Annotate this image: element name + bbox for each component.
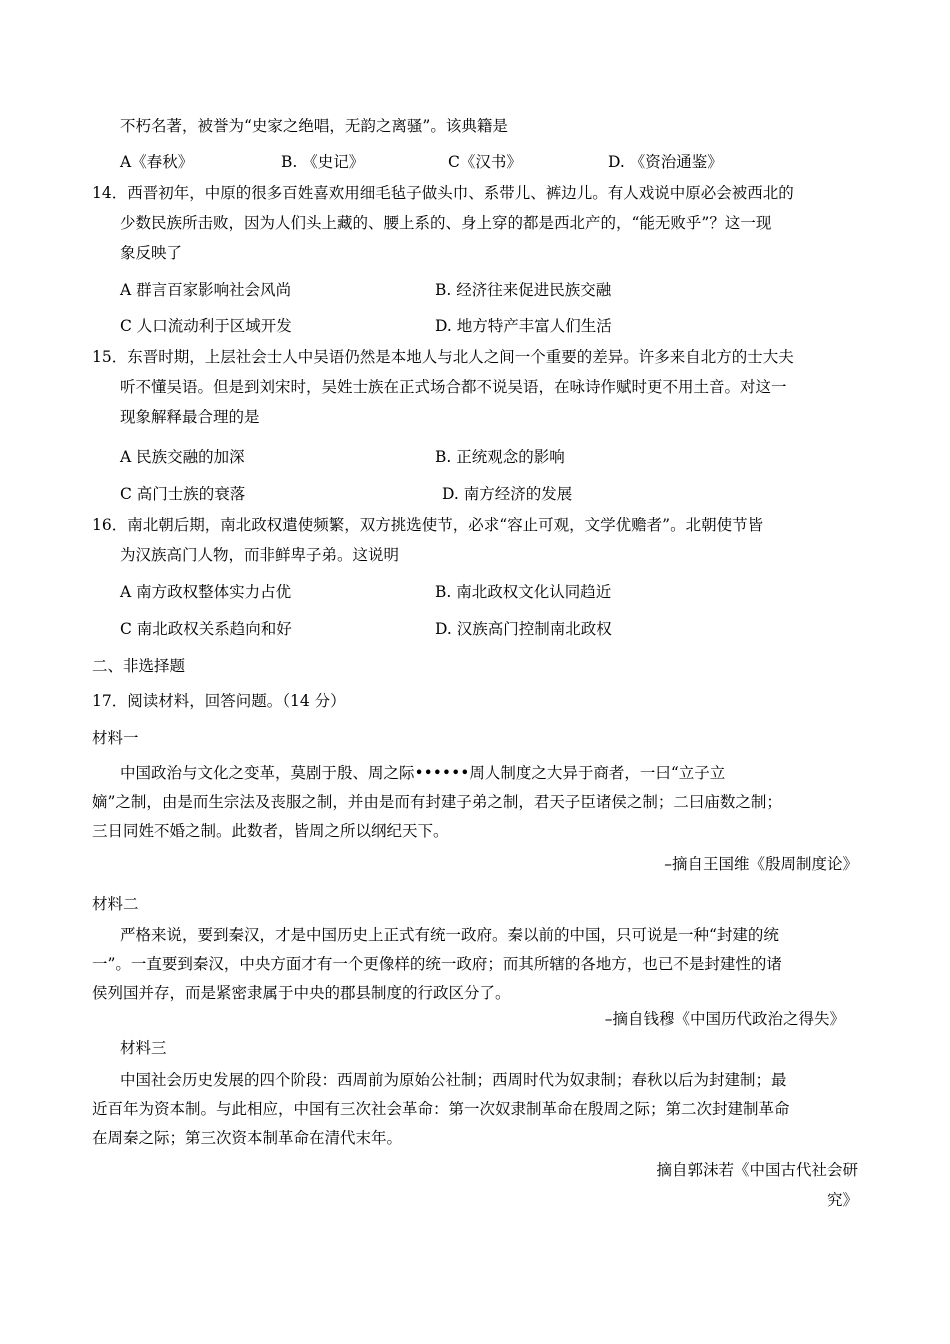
- material-1-source: –摘自王国维《殷周制度论》: [664, 855, 858, 873]
- material-3-source-line-2: 究》: [826, 1191, 858, 1209]
- q15-stem-line-1: 15．东晋时期，上层社会士人中吴语仍然是本地人与北人之间一个重要的差异。许多来自北方的士大夫: [92, 348, 794, 366]
- material-2-label: 材料二: [92, 895, 139, 913]
- q15-stem-line-3: 现象解释最合理的是: [120, 408, 260, 426]
- q13-stem-cont: 不朽名著，被誉为“史家之绝唱，无韵之离骚”。该典籍是: [120, 117, 508, 135]
- material-3-line-1: 中国社会历史发展的四个阶段：西周前为原始公社制；西周时代为奴隶制；春秋以后为封建制；最: [120, 1071, 787, 1089]
- q13-option-c[interactable]: C《汉书》: [448, 153, 522, 171]
- material-3-label: 材料三: [120, 1039, 167, 1057]
- q15-option-d[interactable]: D. 南方经济的发展: [442, 485, 573, 503]
- material-3-source-line-1: 摘自郭沫若《中国古代社会研: [656, 1161, 858, 1179]
- q13-option-b[interactable]: B. 《史记》: [281, 153, 365, 171]
- q15-stem-line-2: 听不懂吴语。但是到刘宋时，吴姓士族在正式场合都不说吴语，在咏诗作赋时更不用土音。对这一: [120, 378, 787, 396]
- q14-option-d[interactable]: D. 地方特产丰富人们生活: [435, 317, 612, 335]
- q14-stem-line-1: 14．西晋初年，中原的很多百姓喜欢用细毛毡子做头巾、系带儿、裤边儿。有人戏说中原必会被西北的: [92, 184, 794, 202]
- q14-stem-line-3: 象反映了: [120, 244, 183, 262]
- material-2-line-2: 一”。一直要到秦汉，中央方面才有一个更像样的统一政府；而其所辖的各地方，也已不是封建性的诸: [92, 955, 782, 973]
- q16-stem-line-1: 16．南北朝后期，南北政权遣使频繁，双方挑选使节，必求“容止可观，文学优赡者”。北朝使节皆: [92, 516, 764, 534]
- q16-stem-line-2: 为汉族高门人物，而非鲜卑子弟。这说明: [120, 546, 400, 564]
- material-2-line-1: 严格来说，要到秦汉，才是中国历史上正式有统一政府。秦以前的中国，只可说是一种“封建的统: [120, 926, 779, 944]
- material-1-line-1: 中国政治与文化之变革，莫剧于殷、周之际••••••周人制度之大异于商者，一曰“立子立: [120, 764, 726, 782]
- q14-stem-line-2: 少数民族所击败，因为人们头上藏的、腰上系的、身上穿的都是西北产的，“能无败乎”？这一现: [120, 214, 772, 232]
- q14-option-a[interactable]: A 群言百家影响社会风尚: [120, 281, 292, 299]
- q15-option-b[interactable]: B. 正统观念的影响: [435, 448, 565, 466]
- q16-option-d[interactable]: D. 汉族高门控制南北政权: [435, 620, 612, 638]
- q14-option-b[interactable]: B. 经济往来促进民族交融: [435, 281, 612, 299]
- material-1-line-2: 嫡”之制，由是而生宗法及丧服之制，并由是而有封建子弟之制，君天子臣诸侯之制；二曰庙数之制；: [92, 793, 782, 811]
- q13-option-a[interactable]: A《春秋》: [120, 153, 194, 171]
- q13-option-d[interactable]: D. 《资治通鉴》: [608, 153, 723, 171]
- material-3-line-2: 近百年为资本制。与此相应，中国有三次社会革命：第一次奴隶制革命在殷周之际；第二次封建制革命: [92, 1100, 790, 1118]
- material-1-line-3: 三日同姓不婚之制。此数者，皆周之所以纲纪天下。: [92, 822, 449, 840]
- q17-title: 17．阅读材料，回答问题。（14 分）: [92, 692, 346, 710]
- q16-option-b[interactable]: B. 南北政权文化认同趋近: [435, 583, 612, 601]
- material-1-label: 材料一: [92, 729, 139, 747]
- q16-option-a[interactable]: A 南方政权整体实力占优: [120, 583, 292, 601]
- q15-option-c[interactable]: C 高门士族的衰落: [120, 485, 246, 503]
- material-2-line-3: 侯列国并存，而是紧密隶属于中央的郡县制度的行政区分了。: [92, 984, 511, 1002]
- q14-option-c[interactable]: C 人口流动利于区域开发: [120, 317, 292, 335]
- q15-option-a[interactable]: A 民族交融的加深: [120, 448, 245, 466]
- q16-option-c[interactable]: C 南北政权关系趋向和好: [120, 620, 292, 638]
- material-3-line-3: 在周秦之际；第三次资本制革命在清代末年。: [92, 1129, 403, 1147]
- material-2-source: –摘自钱穆《中国历代政治之得失》: [604, 1010, 845, 1028]
- section-heading: 二、非选择题: [92, 657, 186, 675]
